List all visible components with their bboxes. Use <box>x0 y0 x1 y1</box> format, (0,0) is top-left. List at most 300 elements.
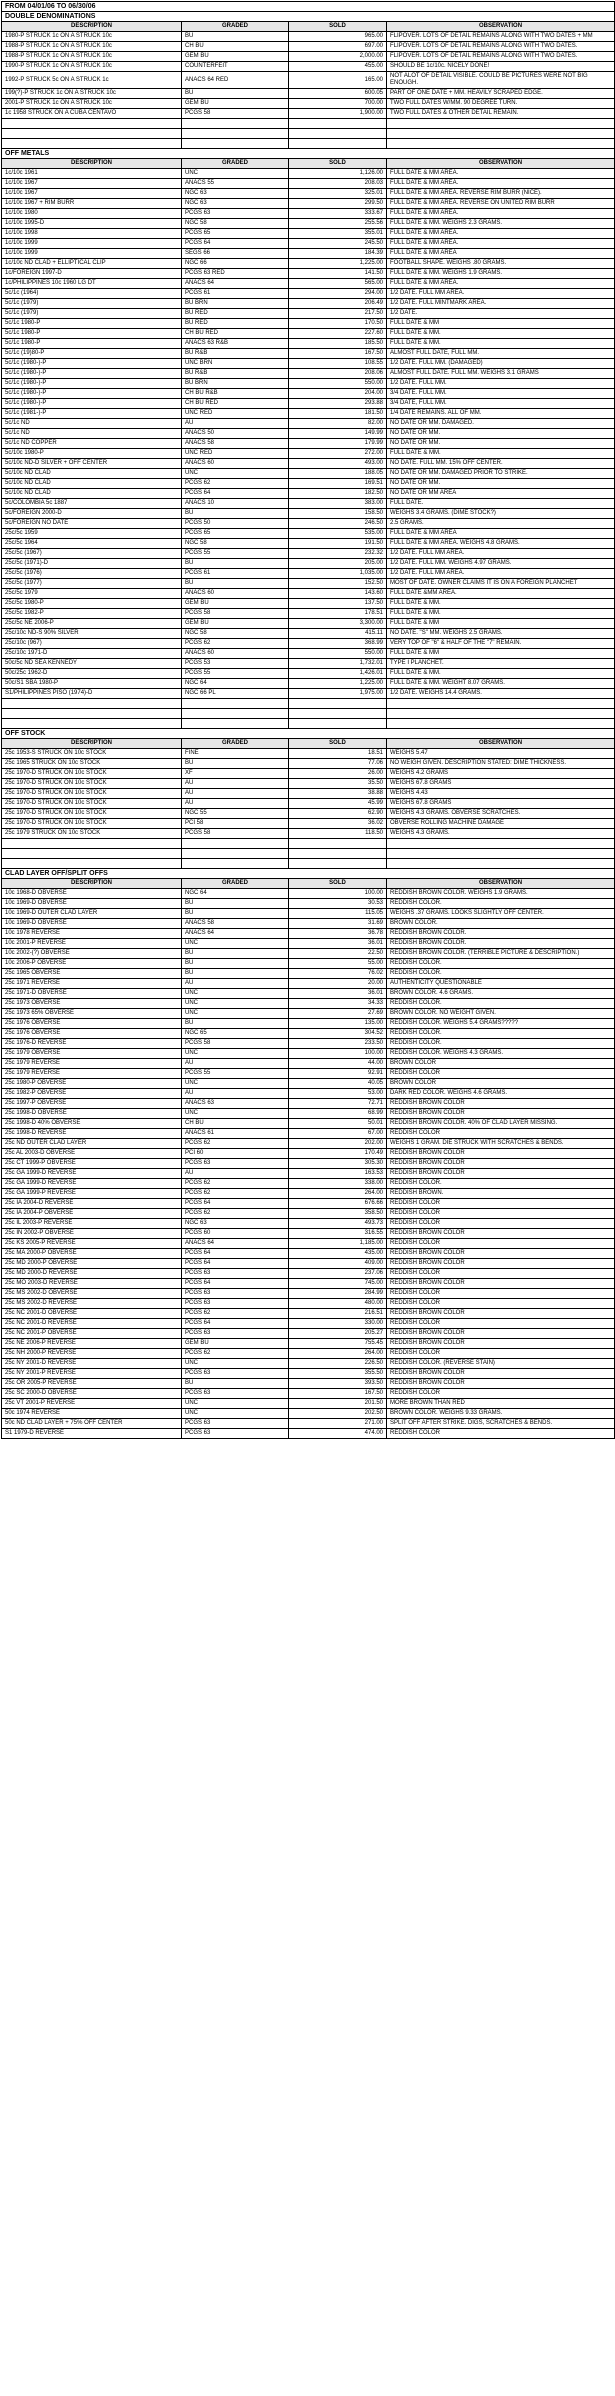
cell-description: 25c OR 2005-P REVERSE <box>2 1379 182 1389</box>
report-title-row <box>2 2 615 12</box>
cell-sold: 188.05 <box>289 469 387 479</box>
cell-sold: 1,225.00 <box>289 679 387 689</box>
cell-graded: PCGS 53 <box>182 659 289 669</box>
cell-graded: PCGS 63 <box>182 1429 289 1439</box>
cell-sold: 149.99 <box>289 429 387 439</box>
cell-description: 1c/10c 1999 <box>2 239 182 249</box>
cell-observation: FOOTBALL SHAPE. WEIGHS .80 GRAMS. <box>387 259 615 269</box>
cell-observation: REDDISH BROWN COLOR. <box>387 939 615 949</box>
cell-sold: 167.50 <box>289 349 387 359</box>
table-row <box>2 1169 615 1179</box>
cell-graded: PCGS 64 <box>182 1259 289 1269</box>
cell-description: 1c/10c 1967 + RIM BURR <box>2 199 182 209</box>
cell-sold: 493.00 <box>289 459 387 469</box>
table-row <box>2 309 615 319</box>
cell-observation: NO DATE OR MM. <box>387 439 615 449</box>
table-row <box>2 449 615 459</box>
cell-sold: 22.50 <box>289 949 387 959</box>
cell-sold: 92.91 <box>289 1069 387 1079</box>
column-header-graded: GRADED <box>182 879 289 889</box>
cell-graded: PCGS 55 <box>182 1069 289 1079</box>
cell-observation: REDDISH COLOR <box>387 1289 615 1299</box>
spacer-cell <box>289 839 387 849</box>
table-row <box>2 1409 615 1419</box>
cell-observation: FULL DATE & MM. WEIGHS 1.9 GRAMS. <box>387 269 615 279</box>
cell-graded: PCGS 60 <box>182 1229 289 1239</box>
table-row <box>2 349 615 359</box>
cell-sold: 1,225.00 <box>289 259 387 269</box>
cell-observation: NO DATE. "S" MM. WEIGHS 2.5 GRAMS. <box>387 629 615 639</box>
cell-description: 5c/10c 1980-P <box>2 449 182 459</box>
cell-sold: 137.50 <box>289 599 387 609</box>
sales-table-body <box>2 2 615 1439</box>
cell-description: 25c 1976 OBVERSE <box>2 1029 182 1039</box>
cell-observation: SPLIT OFF AFTER STRIKE. DIGS, SCRATCHES & BENDS. <box>387 1419 615 1429</box>
table-row <box>2 1319 615 1329</box>
cell-observation: REDDISH COLOR <box>387 1389 615 1399</box>
table-row <box>2 409 615 419</box>
table-row <box>2 359 615 369</box>
table-row <box>2 929 615 939</box>
cell-observation: WEIGHS 4.3 GRAMS. OBVERSE SCRATCHES. <box>387 809 615 819</box>
table-row <box>2 109 615 119</box>
cell-graded: UNC <box>182 1409 289 1419</box>
cell-graded: NGC 64 <box>182 889 289 899</box>
spacer-cell <box>289 709 387 719</box>
cell-description: 1c/10c 1999 <box>2 249 182 259</box>
cell-sold: 1,975.00 <box>289 689 387 699</box>
section-title-row <box>2 12 615 22</box>
section-title: OFF STOCK <box>2 729 615 739</box>
cell-graded: AU <box>182 1169 289 1179</box>
cell-observation: AUTHENTICITY QUESTIONABLE <box>387 979 615 989</box>
table-row <box>2 499 615 509</box>
cell-description: 5c/1c (1980-)-P <box>2 399 182 409</box>
cell-sold: 179.99 <box>289 439 387 449</box>
table-row <box>2 1419 615 1429</box>
cell-observation: REDDISH COLOR. <box>387 1039 615 1049</box>
cell-observation: REDDISH COLOR. WEIGHS 5.4 GRAMS????? <box>387 1019 615 1029</box>
column-header-row <box>2 22 615 32</box>
cell-sold: 1,185.00 <box>289 1239 387 1249</box>
table-row <box>2 72 615 89</box>
cell-sold: 474.00 <box>289 1429 387 1439</box>
column-header-observation: OBSERVATION <box>387 159 615 169</box>
cell-observation: REDDISH COLOR <box>387 1209 615 1219</box>
cell-observation: 1/2 DATE. FULL MM. <box>387 379 615 389</box>
cell-graded: PCGS 63 <box>182 1329 289 1339</box>
table-row <box>2 1359 615 1369</box>
cell-observation: FULL DATE & MM. <box>387 669 615 679</box>
table-row <box>2 389 615 399</box>
cell-description: 25c/5c (1976) <box>2 569 182 579</box>
cell-observation: REDDISH BROWN COLOR <box>387 1369 615 1379</box>
cell-graded: CH BU RED <box>182 399 289 409</box>
spacer-row <box>2 839 615 849</box>
cell-observation: WEIGHS .37 GRAMS. LOOKS SLIGHTLY OFF CENTER. <box>387 909 615 919</box>
table-row <box>2 1069 615 1079</box>
spacer-row <box>2 129 615 139</box>
table-row <box>2 419 615 429</box>
cell-graded: ANACS 58 <box>182 919 289 929</box>
cell-graded: NGC 55 <box>182 809 289 819</box>
cell-graded: PCGS 58 <box>182 609 289 619</box>
spacer-cell <box>387 849 615 859</box>
table-row <box>2 479 615 489</box>
cell-description: 25c 1980-P OBVERSE <box>2 1079 182 1089</box>
cell-description: 25c 1953-S STRUCK ON 10c STOCK <box>2 749 182 759</box>
cell-graded: ANACS 58 <box>182 439 289 449</box>
table-row <box>2 1039 615 1049</box>
cell-graded: ANACS 55 <box>182 179 289 189</box>
cell-sold: 55.00 <box>289 959 387 969</box>
cell-graded: UNC <box>182 939 289 949</box>
table-row <box>2 909 615 919</box>
table-row <box>2 189 615 199</box>
cell-description: 25c 1965 STRUCK ON 10c STOCK <box>2 759 182 769</box>
section-title-row <box>2 729 615 739</box>
cell-graded: AU <box>182 1089 289 1099</box>
cell-observation: REDDISH BROWN COLOR. (TERRIBLE PICTURE & DESCRIPTION.) <box>387 949 615 959</box>
cell-sold: 204.00 <box>289 389 387 399</box>
cell-observation: TWO FULL DATES W/MM. 90 DEGREE TURN. <box>387 99 615 109</box>
cell-observation: REDDISH COLOR. <box>387 999 615 1009</box>
cell-description: 5c/1c (1979) <box>2 299 182 309</box>
cell-observation: REDDISH COLOR. (REVERSE STAIN) <box>387 1359 615 1369</box>
cell-sold: 330.00 <box>289 1319 387 1329</box>
cell-graded: PCGS 63 <box>182 1289 289 1299</box>
spacer-cell <box>182 709 289 719</box>
cell-sold: 358.50 <box>289 1209 387 1219</box>
table-row <box>2 1199 615 1209</box>
table-row <box>2 1209 615 1219</box>
cell-graded: PCI 58 <box>182 819 289 829</box>
column-header-graded: GRADED <box>182 739 289 749</box>
table-row <box>2 1099 615 1109</box>
table-row <box>2 589 615 599</box>
cell-graded: NGC 66 PL <box>182 689 289 699</box>
table-row <box>2 529 615 539</box>
cell-sold: 368.99 <box>289 639 387 649</box>
cell-sold: 305.30 <box>289 1159 387 1169</box>
cell-graded: NGC 58 <box>182 539 289 549</box>
cell-sold: 226.50 <box>289 1359 387 1369</box>
cell-sold: 325.01 <box>289 189 387 199</box>
cell-sold: 284.99 <box>289 1289 387 1299</box>
cell-graded: PCGS 62 <box>182 639 289 649</box>
cell-observation: TYPE I PLANCHET. <box>387 659 615 669</box>
cell-description: 5c/1c 1980-P <box>2 339 182 349</box>
cell-graded: UNC <box>182 1399 289 1409</box>
cell-observation: 1/2 DATE. FULL MM AREA. <box>387 289 615 299</box>
table-row <box>2 1429 615 1439</box>
cell-description: S1 1979-D REVERSE <box>2 1429 182 1439</box>
cell-description: 25c ND OUTER CLAD LAYER <box>2 1139 182 1149</box>
cell-sold: 18.51 <box>289 749 387 759</box>
cell-sold: 676.66 <box>289 1199 387 1209</box>
cell-graded: PCGS 55 <box>182 549 289 559</box>
column-header-graded: GRADED <box>182 159 289 169</box>
cell-sold: 700.00 <box>289 99 387 109</box>
column-header-row <box>2 159 615 169</box>
cell-description: 5c/1c 1980-P <box>2 319 182 329</box>
spacer-cell <box>2 119 182 129</box>
cell-graded: ANACS 64 <box>182 929 289 939</box>
cell-observation: BROWN COLOR. 4.6 GRAMS. <box>387 989 615 999</box>
spacer-row <box>2 719 615 729</box>
table-row <box>2 629 615 639</box>
cell-sold: 50.01 <box>289 1119 387 1129</box>
cell-observation: 1/2 DATE. FULL MM. WEIGHS 4.97 GRAMS. <box>387 559 615 569</box>
table-row <box>2 1289 615 1299</box>
table-row <box>2 439 615 449</box>
cell-sold: 535.00 <box>289 529 387 539</box>
cell-sold: 272.00 <box>289 449 387 459</box>
cell-description: 25c MD 2000-P OBVERSE <box>2 1259 182 1269</box>
cell-sold: 36.01 <box>289 989 387 999</box>
table-row <box>2 1019 615 1029</box>
cell-graded: BU BRN <box>182 299 289 309</box>
cell-description: 25c MD 2000-D REVERSE <box>2 1269 182 1279</box>
cell-description: 25c 1998-D REVERSE <box>2 1129 182 1139</box>
table-row <box>2 1119 615 1129</box>
table-row <box>2 1049 615 1059</box>
cell-observation: REDDISH COLOR <box>387 1219 615 1229</box>
cell-observation: NO DATE OR MM AREA <box>387 489 615 499</box>
table-row <box>2 32 615 42</box>
cell-observation: WEIGHS 4.2 GRAMS <box>387 769 615 779</box>
column-header-description: DESCRIPTION <box>2 22 182 32</box>
cell-sold: 237.06 <box>289 1269 387 1279</box>
cell-observation: REDDISH BROWN COLOR <box>387 1309 615 1319</box>
cell-description: 25c 1970-D STRUCK ON 10c STOCK <box>2 769 182 779</box>
cell-observation: PART OF ONE DATE + MM. HEAVILY SCRAPED EDGE. <box>387 89 615 99</box>
cell-graded: CH BU R&B <box>182 389 289 399</box>
cell-sold: 35.50 <box>289 779 387 789</box>
spacer-cell <box>2 139 182 149</box>
cell-description: 25c 1998-D 40% OBVERSE <box>2 1119 182 1129</box>
cell-graded: UNC <box>182 169 289 179</box>
section-title: OFF METALS <box>2 149 615 159</box>
cell-description: 10c 2001-P REVERSE <box>2 939 182 949</box>
cell-description: 5c/FOREIGN NO DATE <box>2 519 182 529</box>
cell-description: 25c IA 2004-P OBVERSE <box>2 1209 182 1219</box>
cell-description: 199(?)-P STRUCK 1c ON A STRUCK 10c <box>2 89 182 99</box>
cell-sold: 217.50 <box>289 309 387 319</box>
cell-sold: 169.51 <box>289 479 387 489</box>
cell-description: 1c/10c 1998 <box>2 229 182 239</box>
cell-observation: 1/2 DATE. FULL MINTMARK AREA. <box>387 299 615 309</box>
table-row <box>2 52 615 62</box>
cell-description: 50c/S1 SBA 1980-P <box>2 679 182 689</box>
cell-observation: FULL DATE & MM. <box>387 449 615 459</box>
cell-description: 5c/1c (1980-)-P <box>2 389 182 399</box>
column-header-observation: OBSERVATION <box>387 739 615 749</box>
table-row <box>2 609 615 619</box>
cell-graded: PCGS 63 <box>182 1269 289 1279</box>
cell-sold: 208.06 <box>289 369 387 379</box>
cell-description: 25c 1971 REVERSE <box>2 979 182 989</box>
table-row <box>2 1179 615 1189</box>
table-row <box>2 899 615 909</box>
column-header-sold: SOLD <box>289 159 387 169</box>
cell-graded: GEM BU <box>182 99 289 109</box>
spacer-cell <box>2 709 182 719</box>
cell-graded: ANACS 64 <box>182 1239 289 1249</box>
cell-observation: REDDISH COLOR <box>387 1129 615 1139</box>
cell-observation: 1/2 DATE. <box>387 309 615 319</box>
cell-description: 25c/10c 1971-D <box>2 649 182 659</box>
cell-graded: SEGS 66 <box>182 249 289 259</box>
cell-observation: REDDISH BROWN COLOR <box>387 1099 615 1109</box>
cell-sold: 205.00 <box>289 559 387 569</box>
spacer-cell <box>182 859 289 869</box>
cell-sold: 1,126.00 <box>289 169 387 179</box>
cell-description: 1c/10c 1995-D <box>2 219 182 229</box>
table-row <box>2 969 615 979</box>
cell-description: 5c/1c ND COPPER <box>2 439 182 449</box>
cell-sold: 170.49 <box>289 1149 387 1159</box>
cell-observation: REDDISH BROWN COLOR. WEIGHS 1.9 GRAMS. <box>387 889 615 899</box>
cell-graded: UNC RED <box>182 449 289 459</box>
cell-graded: PCGS 58 <box>182 109 289 119</box>
cell-sold: 31.69 <box>289 919 387 929</box>
cell-graded: NGC 66 <box>182 259 289 269</box>
table-row <box>2 319 615 329</box>
spacer-cell <box>182 719 289 729</box>
cell-sold: 165.00 <box>289 72 387 89</box>
cell-graded: BU R&B <box>182 349 289 359</box>
cell-sold: 206.49 <box>289 299 387 309</box>
cell-sold: 216.51 <box>289 1309 387 1319</box>
cell-description: 5c/1c (19)80-P <box>2 349 182 359</box>
cell-observation: REDDISH COLOR <box>387 1239 615 1249</box>
cell-description: 5c/1c (1981-)-P <box>2 409 182 419</box>
cell-observation: REDDISH BROWN COLOR <box>387 1329 615 1339</box>
spacer-cell <box>387 839 615 849</box>
cell-description: 5c/1c 1980-P <box>2 329 182 339</box>
cell-observation: NO DATE OR MM. DAMAGED PRIOR TO STRIKE. <box>387 469 615 479</box>
cell-graded: PCGS 63 <box>182 1369 289 1379</box>
cell-sold: 245.50 <box>289 239 387 249</box>
cell-sold: 550.00 <box>289 379 387 389</box>
cell-observation: FULL DATE & MM AREA. <box>387 229 615 239</box>
table-row <box>2 539 615 549</box>
report-title: FROM 04/01/06 TO 06/30/06 <box>2 2 615 12</box>
table-row <box>2 649 615 659</box>
cell-graded: NGC 63 <box>182 189 289 199</box>
cell-observation: FULL DATE & MM <box>387 649 615 659</box>
spacer-row <box>2 699 615 709</box>
cell-observation: REDDISH COLOR <box>387 1299 615 1309</box>
cell-sold: 333.67 <box>289 209 387 219</box>
cell-graded: UNC BRN <box>182 359 289 369</box>
table-row <box>2 1089 615 1099</box>
cell-sold: 205.27 <box>289 1329 387 1339</box>
cell-graded: PCGS 63 <box>182 1159 289 1169</box>
table-row <box>2 509 615 519</box>
cell-graded: PCGS 63 <box>182 1419 289 1429</box>
cell-observation: REDDISH COLOR. <box>387 969 615 979</box>
cell-description: 2001-P STRUCK 1c ON A STRUCK 10c <box>2 99 182 109</box>
cell-description: 5c/1c ND <box>2 419 182 429</box>
spacer-cell <box>387 709 615 719</box>
cell-graded: ANACS 60 <box>182 459 289 469</box>
spacer-cell <box>2 859 182 869</box>
table-row <box>2 1379 615 1389</box>
table-row <box>2 999 615 1009</box>
column-header-description: DESCRIPTION <box>2 159 182 169</box>
table-row <box>2 339 615 349</box>
cell-observation: REDDISH COLOR <box>387 1319 615 1329</box>
table-row <box>2 689 615 699</box>
cell-graded: BU <box>182 32 289 42</box>
cell-sold: 550.00 <box>289 649 387 659</box>
cell-sold: 565.00 <box>289 279 387 289</box>
table-row <box>2 239 615 249</box>
cell-description: 1c/10c 1980 <box>2 209 182 219</box>
cell-sold: 600.05 <box>289 89 387 99</box>
cell-graded: PCGS 64 <box>182 1199 289 1209</box>
cell-graded: ANACS 64 RED <box>182 72 289 89</box>
cell-sold: 455.00 <box>289 62 387 72</box>
cell-observation: FULL DATE. <box>387 499 615 509</box>
cell-observation: 1/2 DATE. WEIGHS 14.4 GRAMS. <box>387 689 615 699</box>
cell-sold: 202.00 <box>289 1139 387 1149</box>
cell-description: 1c/10c 1961 <box>2 169 182 179</box>
spacer-cell <box>289 859 387 869</box>
cell-description: 25c 1979 OBVERSE <box>2 1049 182 1059</box>
cell-observation: REDDISH BROWN COLOR <box>387 1279 615 1289</box>
cell-sold: 1,732.01 <box>289 659 387 669</box>
cell-sold: 191.50 <box>289 539 387 549</box>
cell-observation: WEIGHS 3.4 GRAMS. (DIME STOCK?) <box>387 509 615 519</box>
spacer-row <box>2 849 615 859</box>
cell-graded: CH BU RED <box>182 329 289 339</box>
cell-observation: NO DATE OR MM. DAMAGED. <box>387 419 615 429</box>
table-row <box>2 669 615 679</box>
cell-graded: PCGS 58 <box>182 829 289 839</box>
cell-graded: ANACS 61 <box>182 1129 289 1139</box>
cell-observation: FULL DATE & MM. <box>387 339 615 349</box>
cell-graded: AU <box>182 1059 289 1069</box>
cell-description: 1c/10c ND CLAD + ELLIPTICAL CLIP <box>2 259 182 269</box>
cell-description: 25c VT 2001-P REVERSE <box>2 1399 182 1409</box>
cell-sold: 30.53 <box>289 899 387 909</box>
table-row <box>2 959 615 969</box>
cell-description: 25c 1982-P OBVERSE <box>2 1089 182 1099</box>
cell-sold: 202.50 <box>289 1409 387 1419</box>
cell-sold: 208.03 <box>289 179 387 189</box>
cell-observation: MOST OF DATE. OWNER CLAIMS IT IS ON A FOREIGN PLANCHET <box>387 579 615 589</box>
column-header-observation: OBSERVATION <box>387 22 615 32</box>
cell-observation: REDDISH BROWN COLOR <box>387 1379 615 1389</box>
spacer-cell <box>182 139 289 149</box>
cell-description: 25c GA 1999-P REVERSE <box>2 1189 182 1199</box>
cell-description: 25c 1973 OBVERSE <box>2 999 182 1009</box>
cell-sold: 115.05 <box>289 909 387 919</box>
cell-graded: BU <box>182 899 289 909</box>
cell-graded: BU BRN <box>182 379 289 389</box>
cell-description: 25c 1979 STRUCK ON 10c STOCK <box>2 829 182 839</box>
cell-description: 5c/10c ND CLAD <box>2 469 182 479</box>
spacer-cell <box>182 119 289 129</box>
cell-description: 25c 1970-D STRUCK ON 10c STOCK <box>2 809 182 819</box>
cell-graded: UNC <box>182 1079 289 1089</box>
cell-graded: PCGS 55 <box>182 669 289 679</box>
spacer-cell <box>387 119 615 129</box>
cell-graded: GEM BU <box>182 619 289 629</box>
